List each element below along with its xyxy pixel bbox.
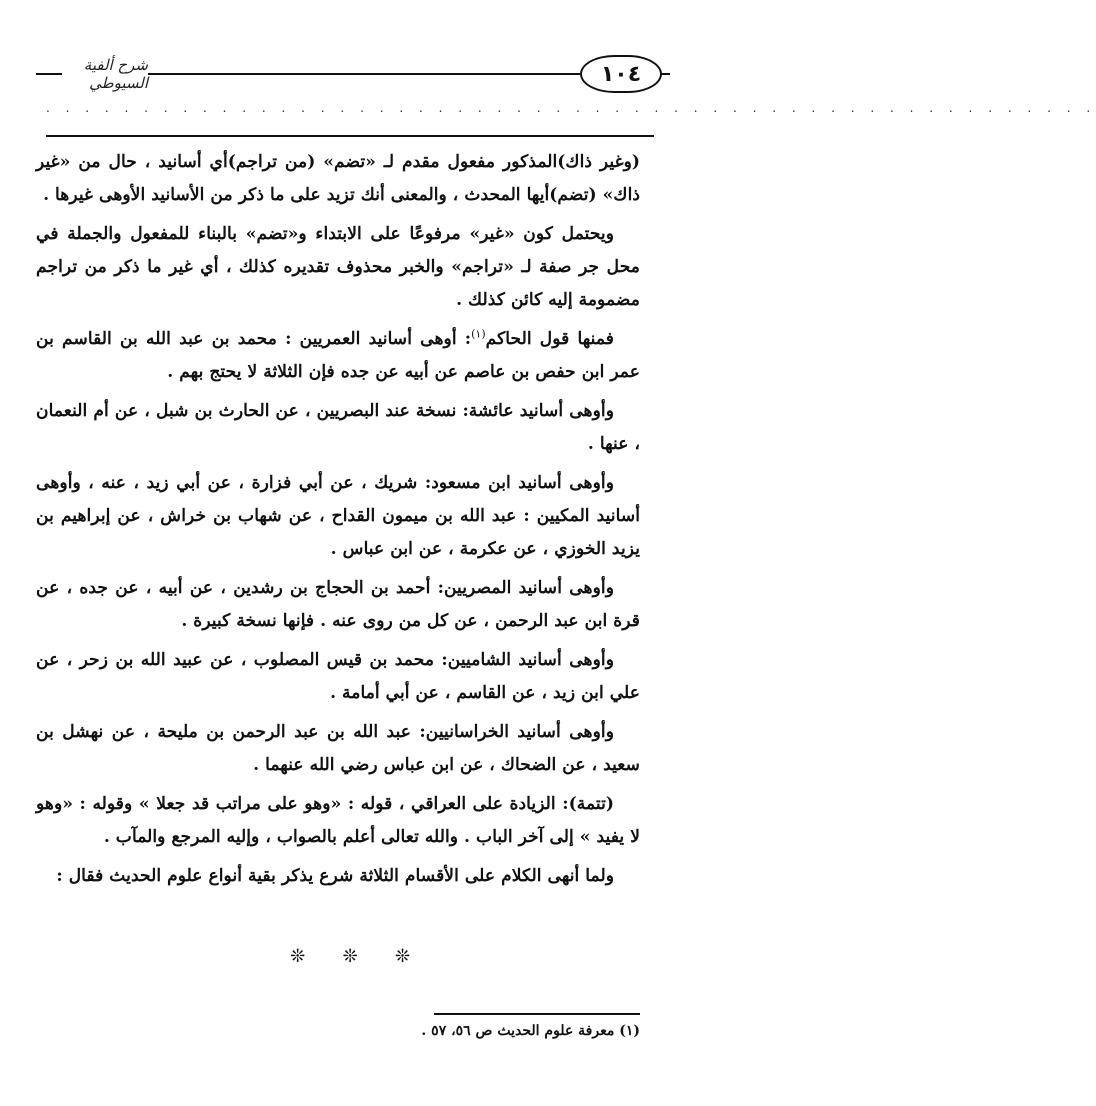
star-ornament-icon: ❊ <box>342 945 358 967</box>
paragraph-3-intro: فمنها قول الحاكم <box>485 329 615 349</box>
paragraph-3-rest: : أوهى أسانيد العمريين : محمد بن عبد الله بن القاسم بن عمر ابن حفص بن عاصم عن أبيه عن جده فإن الثلاثة لا يحتج بهم . <box>36 329 640 382</box>
paragraph-5: وأوهى أسانيد ابن مسعود: شريك ، عن أبي فزارة ، عن أبي زيد ، عنه ، وأوهى أسانيد المكيين : عبد الله بن ميمون القداح ، عن شهاب بن خراش ، عن إبراهيم بن يزيد الخوزي ، عن عكرمة ، عن ابن عباس . <box>36 473 640 559</box>
star-ornament-icon: ❊ <box>394 945 410 967</box>
paragraph-8: وأوهى أسانيد الخراسانيين: عبد الله بن عبد الرحمن بن مليحة ، عن نهشل بن سعيد ، عن الضحاك ، عن ابن عباس رضي الله عنهما . <box>36 722 640 775</box>
footnote-mark: (١) <box>471 327 486 341</box>
footnote-rule <box>434 1013 640 1015</box>
header-rule-left <box>36 73 62 75</box>
paragraph-4: وأوهى أسانيد عائشة: نسخة عند البصريين ، عن الحارث بن شبل ، عن أم النعمان ، عنها . <box>36 401 640 454</box>
running-title: شرح ألفية السيوطي <box>83 56 148 92</box>
text-top-rule <box>46 135 654 137</box>
header-rule <box>148 73 580 75</box>
paragraph-6: وأوهى أسانيد المصريين: أحمد بن الحجاج بن رشدين ، عن أبيه ، عن جده ، عن قرة ابن عبد الرحمن ، عن كل من روى عنه . فإنها نسخة كبيرة . <box>36 578 640 631</box>
main-text <box>36 146 640 899</box>
paragraph-3 <box>36 323 640 389</box>
paragraph-2: ويحتمل كون «غير» مرفوعًا على الابتداء و«تضم» بالبناء للمفعول والجملة في محل جر صفة لـ «تراجم» والخبر محذوف تقديره كذلك ، أي غير ما ذكر من تراجم مضمومة إليه كائن كذلك . <box>36 224 640 310</box>
dotted-divider: . . . . . . . . . . . . . . . . . . . . . . . . . . . . . . . . . . . . . . . . . . . . . . . . . . . . . . <box>46 101 1096 115</box>
star-ornament-icon: ❊ <box>290 945 306 967</box>
page-number: ١٠٤ <box>580 55 662 93</box>
paragraph-10: ولما أنهى الكلام على الأقسام الثلاثة شرع يذكر بقية أنواع علوم الحديث فقال : <box>56 866 614 886</box>
header-rule-right <box>660 73 670 75</box>
section-separator <box>290 944 410 968</box>
paragraph-1: (وغير ذاك)المذكور مفعول مقدم لـ «تضم» (من تراجم)أي أسانيد ، حال من «غير ذاك» (تضم)أيها المحدث ، والمعنى أنك تزيد على ما ذكر من الأسانيد الأوهى غيرها . <box>36 152 640 205</box>
paragraph-7: وأوهى أسانيد الشاميين: محمد بن قيس المصلوب ، عن عبيد الله بن زحر ، عن علي ابن زيد ، عن القاسم ، عن أبي أمامة . <box>36 650 640 703</box>
paragraph-9: (تتمة): الزيادة على العراقي ، قوله : «وهو على مراتب قد جعلا » وقوله : «وهو لا يفيد » إلى آخر الباب . والله تعالى أعلم بالصواب ، وإليه المرجع والمآب . <box>36 794 640 847</box>
footnote: (١) معرفة علوم الحديث ص ٥٦، ٥٧ . <box>421 1023 640 1039</box>
